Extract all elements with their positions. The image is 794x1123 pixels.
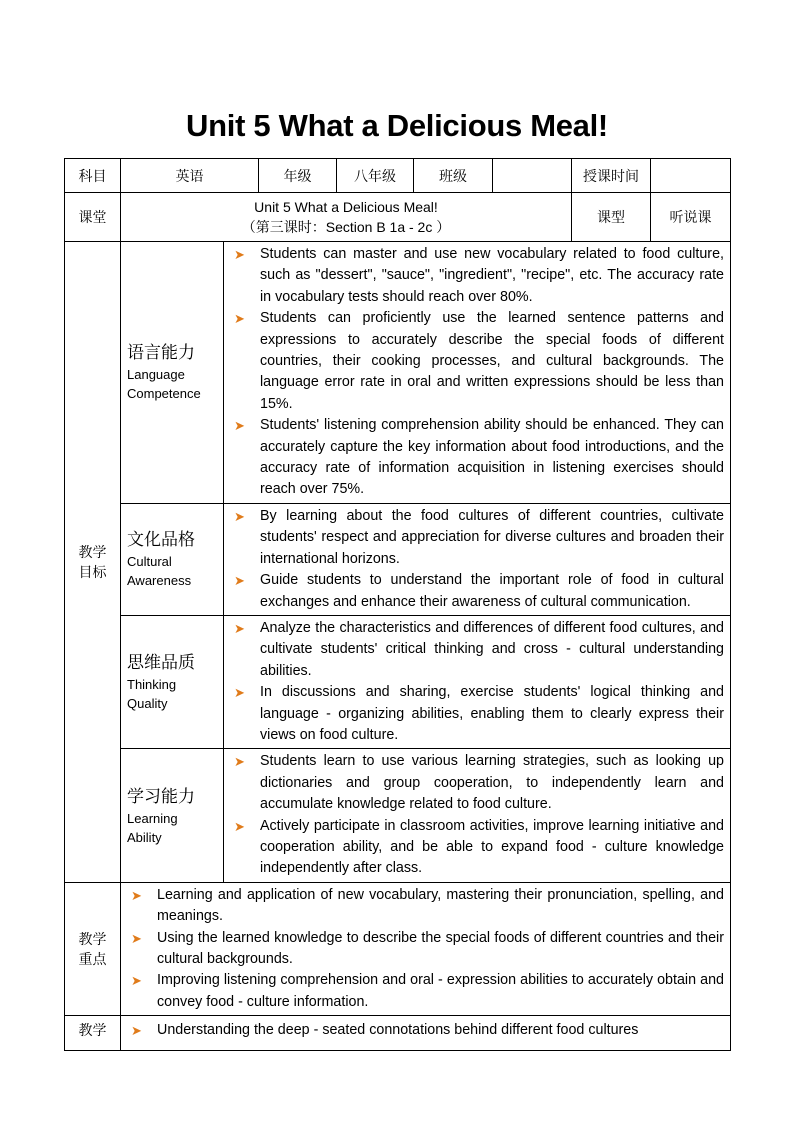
difficult-points-label: 教学 (65, 1016, 121, 1051)
objective-items (224, 615, 731, 748)
key-points-label: 教学 重点 (65, 882, 121, 1015)
objective-category: 思维品质 Thinking Quality (121, 615, 224, 748)
time-label: 授课时间 (572, 159, 651, 193)
list-item: ➤ Students can master and use new vocabulary related to food culture, such as "dessert", "sauce", "ingredient", "recipe", etc. The accuracy rate in vocabulary tests should reach over 80%. (234, 246, 724, 305)
lesson-period: （第三课时：Section B 1a - 2c ） (241, 219, 451, 235)
arrow-bullet-icon: ➤ (234, 508, 245, 524)
class-label: 班级 (414, 159, 493, 193)
objective-row-cultural (65, 503, 731, 615)
arrow-bullet-icon: ➤ (234, 620, 245, 636)
objective-category: 语言能力 Language Competence (121, 242, 224, 504)
arrow-bullet-icon: ➤ (234, 818, 245, 834)
lesson-title-cell (121, 193, 572, 242)
objective-category: 文化品格 Cultural Awareness (121, 503, 224, 615)
list-item: ➤ Students learn to use various learning strategies, such as looking up dictionaries and group cooperation, to independently learn and accumulate knowledge related to food culture. (234, 753, 724, 813)
key-points-row (65, 882, 731, 1015)
arrow-bullet-icon: ➤ (234, 418, 245, 434)
header-row (65, 159, 731, 193)
list-item: ➤ Students' listening comprehension ability should be enhanced. They can accurately capture the key information about food introductions, and the accuracy rate of information acquisition in listening exercises should reach over 75%. (234, 417, 724, 498)
class-value (493, 159, 572, 193)
objective-items (224, 242, 731, 504)
list-item: ➤ Students can proficiently use the learned sentence patterns and expressions to accurately describe the special foods of different countries, their cooking processes, and cultural backgrounds. The language error rate in oral and written expressions should be less than 15%. (234, 310, 724, 412)
list-item: ➤ Actively participate in classroom activities, improve learning initiative and cooperation ability, and be able to expand food - culture knowledge independently after class. (234, 817, 724, 877)
list-item: ➤ By learning about the food cultures of different countries, cultivate students' respect and appreciation for diverse cultures and broaden their international horizons. (234, 507, 724, 567)
lesson-row (65, 193, 731, 242)
arrow-bullet-icon: ➤ (234, 247, 245, 262)
objective-items (224, 749, 731, 882)
lesson-type-value: 听说课 (651, 193, 731, 242)
lesson-label: 课堂 (65, 193, 121, 242)
time-value (651, 159, 731, 193)
list-item: ➤ Learning and application of new vocabulary, mastering their pronunciation, spelling, and meanings. (131, 886, 724, 925)
objective-row-learning (65, 749, 731, 882)
lesson-title: Unit 5 What a Delicious Meal! (254, 199, 438, 215)
list-item: ➤ Improving listening comprehension and oral - expression abilities to accurately obtain and convey food - culture information. (131, 972, 724, 1010)
document-title: Unit 5 What a Delicious Meal! (186, 108, 608, 143)
arrow-bullet-icon: ➤ (131, 973, 142, 989)
list-item: ➤ Understanding the deep - seated connotations behind different food cultures (131, 1020, 724, 1041)
grade-value: 八年级 (337, 159, 414, 193)
objective-items (224, 503, 731, 615)
lesson-plan-table (64, 158, 731, 1051)
grade-label: 年级 (259, 159, 337, 193)
list-item: ➤ Guide students to understand the important role of food in cultural exchanges and enhance their awareness of cultural communication. (234, 572, 724, 610)
arrow-bullet-icon: ➤ (234, 754, 245, 770)
arrow-bullet-icon: ➤ (234, 685, 245, 701)
subject-value: 英语 (121, 159, 259, 193)
list-item: ➤ Using the learned knowledge to describe the special foods of different countries and their cultural backgrounds. (131, 929, 724, 967)
key-points-items (121, 882, 731, 1015)
difficult-points-row (65, 1016, 731, 1051)
objective-category: 学习能力 Learning Ability (121, 749, 224, 882)
objectives-label: 教学 目标 (65, 242, 121, 883)
objective-row-thinking (65, 615, 731, 748)
arrow-bullet-icon: ➤ (234, 311, 245, 327)
difficult-points-items (121, 1016, 731, 1051)
subject-label: 科目 (65, 159, 121, 193)
objective-row-language (65, 242, 731, 504)
list-item: ➤ Analyze the characteristics and differences of different food cultures, and cultivate students' critical thinking and cross - cultural understanding abilities. (234, 619, 724, 679)
arrow-bullet-icon: ➤ (131, 887, 142, 903)
list-item: ➤ In discussions and sharing, exercise students' logical thinking and language - organizing abilities, enabling them to clearly express their views on food culture. (234, 684, 724, 743)
arrow-bullet-icon: ➤ (131, 1023, 142, 1039)
arrow-bullet-icon: ➤ (131, 930, 142, 946)
arrow-bullet-icon: ➤ (234, 573, 245, 589)
lesson-type-label: 课型 (572, 193, 651, 242)
